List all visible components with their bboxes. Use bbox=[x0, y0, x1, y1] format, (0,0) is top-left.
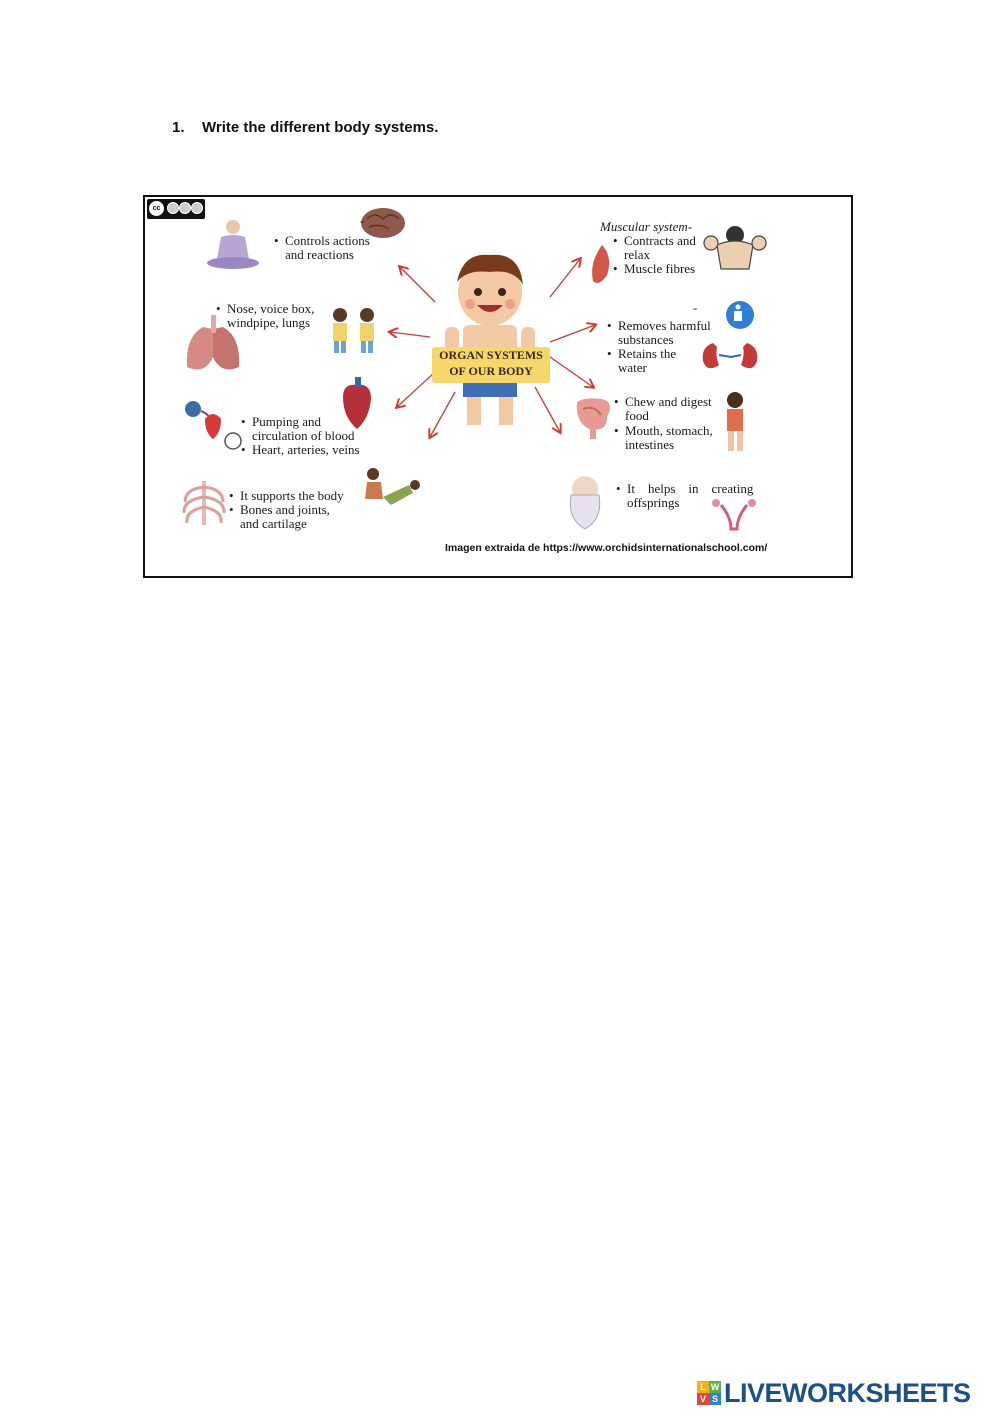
circulatory-line-2: circulation of blood bbox=[252, 428, 355, 443]
liveworksheets-logo[interactable] bbox=[697, 1378, 971, 1408]
digestive-line-4: intestines bbox=[625, 437, 675, 452]
question-number: 1. bbox=[172, 119, 185, 136]
question-1 bbox=[172, 119, 438, 136]
skeletal-line-1: • It supports the body bbox=[240, 489, 344, 503]
muscle-illustration bbox=[592, 245, 609, 283]
circulatory-line-3: • Heart, arteries, veins bbox=[252, 443, 360, 457]
arrow-circulatory bbox=[397, 372, 435, 407]
arrow-excretory bbox=[550, 325, 595, 342]
title-line-2: OF OUR BODY bbox=[449, 364, 533, 378]
ribcage-illustration bbox=[184, 481, 224, 525]
nervous-line-1: • Controls actions bbox=[285, 234, 370, 248]
cc-icon: cc bbox=[149, 201, 164, 216]
digestive-line-1: • Chew and digest bbox=[625, 395, 712, 409]
intestine-illustration bbox=[577, 398, 610, 439]
respiratory-line-2: windpipe, lungs bbox=[227, 315, 311, 330]
arrow-respiratory bbox=[390, 332, 430, 337]
arrow-digestive bbox=[550, 357, 593, 387]
excretory-line-4: water bbox=[618, 360, 647, 375]
muscular-line-3: • Muscle fibres bbox=[624, 262, 695, 276]
baby-illustration bbox=[570, 476, 599, 529]
blood-pressure-illustration bbox=[185, 401, 241, 449]
digestive-line-2: food bbox=[625, 408, 649, 423]
boy-illustration bbox=[445, 255, 535, 425]
question-text: Write the different body systems. bbox=[202, 119, 439, 136]
infographic-title bbox=[432, 347, 550, 383]
excretory-dash: - bbox=[693, 300, 698, 315]
digestive-line-3: • Mouth, stomach, bbox=[625, 424, 713, 438]
nervous-dash: - bbox=[360, 213, 365, 228]
circulatory-line-1: • Pumping and bbox=[252, 415, 321, 429]
arrow-nervous bbox=[400, 267, 435, 302]
injured-person-illustration bbox=[365, 468, 420, 505]
skeletal-line-3: and cartilage bbox=[240, 516, 307, 531]
excretory-line-3: • Retains the bbox=[618, 347, 676, 361]
liveworksheets-logo-text: LIVEWORKSHEETS bbox=[724, 1377, 971, 1408]
cc-license-badge bbox=[147, 199, 205, 219]
reproductive-line-2: offsprings bbox=[627, 495, 680, 510]
logo-mark-v: V bbox=[697, 1393, 709, 1405]
arrow-skeletal bbox=[430, 392, 455, 437]
children-illustration bbox=[333, 308, 374, 353]
logo-mark-w: W bbox=[710, 1382, 720, 1392]
reproductive-line-1: • It helps in creating bbox=[627, 482, 753, 496]
organ-systems-infographic bbox=[143, 195, 853, 578]
eating-boy-illustration bbox=[727, 392, 743, 451]
arrow-reproductive bbox=[535, 387, 560, 432]
toilet-sign-illustration bbox=[726, 301, 754, 329]
title-line-1: ORGAN SYSTEMS bbox=[439, 348, 543, 362]
image-credit: Imagen extraida de https://www.orchidsinternationalschool.com/ bbox=[445, 542, 768, 554]
skeletal-line-2: • Bones and joints, bbox=[240, 503, 330, 517]
logo-mark-s: S bbox=[709, 1393, 721, 1405]
liveworksheets-logo-icon bbox=[697, 1381, 721, 1405]
meditating-person-illustration bbox=[207, 220, 259, 269]
respiratory-line-1: • Nose, voice box, bbox=[227, 302, 314, 316]
bodybuilder-illustration bbox=[704, 226, 766, 269]
excretory-line-1: • Removes harmful bbox=[618, 319, 711, 333]
excretory-line-2: substances bbox=[618, 332, 674, 347]
heart-illustration bbox=[343, 377, 371, 429]
muscular-line-2: relax bbox=[624, 247, 650, 262]
uterus-illustration bbox=[712, 499, 756, 529]
nc-icon bbox=[179, 202, 191, 214]
sa-icon bbox=[191, 202, 203, 214]
nervous-line-2: and reactions bbox=[285, 247, 354, 262]
muscular-heading: Muscular system- bbox=[600, 219, 693, 234]
arrow-muscular bbox=[550, 259, 580, 297]
kidneys-illustration bbox=[703, 343, 758, 368]
muscular-line-1: • Contracts and bbox=[624, 234, 696, 248]
by-icon bbox=[167, 202, 179, 214]
logo-mark-l: L bbox=[697, 1381, 709, 1393]
